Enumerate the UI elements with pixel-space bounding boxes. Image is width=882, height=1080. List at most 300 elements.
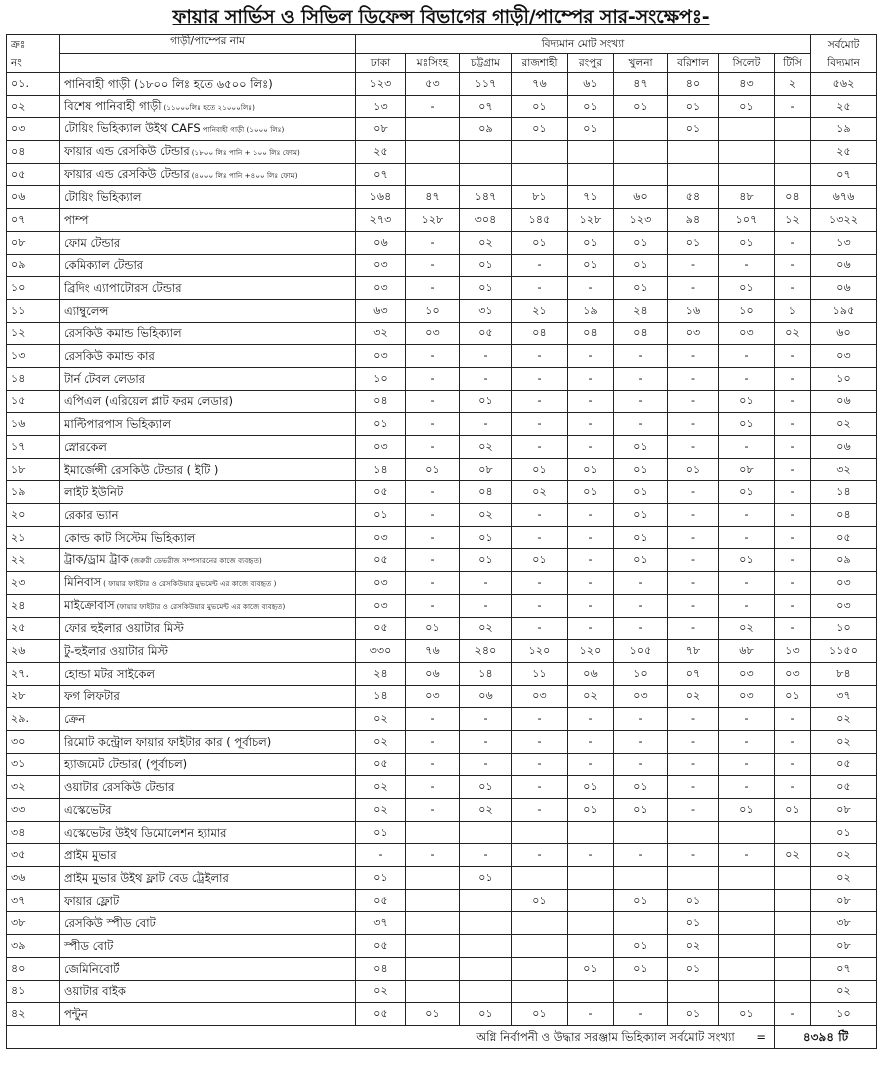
division-count-cell: ১১৭ [460, 73, 512, 96]
division-count-cell: - [614, 753, 668, 776]
vehicle-note: (ফায়ার ফাইটার ও রেসকিউয়ার মুভমেন্ট এর কাজে ব্যবহৃত) [116, 601, 286, 611]
division-count-cell: ০১ [775, 799, 811, 822]
division-count-cell: - [406, 549, 460, 572]
row-total-cell: ০৬ [811, 436, 877, 459]
row-total-cell: ০৩ [811, 345, 877, 368]
division-count-cell: ০৩ [356, 345, 406, 368]
row-total-cell: ১৯ [811, 118, 877, 141]
vehicle-name-cell [60, 889, 356, 912]
division-count-cell: ১২৩ [356, 73, 406, 96]
division-count-cell [512, 867, 568, 890]
division-count-cell [775, 935, 811, 958]
division-count-cell: - [568, 413, 614, 436]
division-count-cell: - [614, 390, 668, 413]
division-count-cell: ০১ [356, 821, 406, 844]
vehicle-name: টোয়িং ভিহিক্যাল উইথ CAFS [64, 121, 201, 136]
division-count-cell: ০৭ [356, 163, 406, 186]
division-count-cell: ০১ [719, 799, 775, 822]
division-count-cell [719, 889, 775, 912]
division-header: টিসি [775, 54, 811, 73]
division-count-cell: - [512, 526, 568, 549]
table-row [7, 367, 877, 390]
division-count-cell: - [614, 1003, 668, 1026]
vehicle-name-cell [60, 95, 356, 118]
division-header: ঢাকা [356, 54, 406, 73]
row-total-cell: ০২ [811, 980, 877, 1003]
vehicle-name-cell [60, 413, 356, 436]
vehicle-name-cell [60, 504, 356, 527]
vehicle-summary-table [6, 34, 877, 1049]
division-count-cell: ০১ [512, 889, 568, 912]
division-count-cell [719, 163, 775, 186]
division-count-cell [568, 980, 614, 1003]
serial-cell: ০১. [7, 73, 60, 96]
division-count-cell: ৭১ [568, 186, 614, 209]
division-count-cell: - [668, 277, 719, 300]
division-count-cell: ০২ [356, 730, 406, 753]
division-count-cell: ০১ [668, 1003, 719, 1026]
division-count-cell: - [512, 277, 568, 300]
division-count-cell: - [614, 844, 668, 867]
division-count-cell [460, 163, 512, 186]
division-count-cell: ৪৭ [406, 186, 460, 209]
serial-header-line2: নং [11, 56, 22, 69]
division-count-cell: ০১ [668, 95, 719, 118]
division-count-cell: ০২ [568, 685, 614, 708]
division-count-cell: - [719, 730, 775, 753]
row-total-cell: ০২ [811, 413, 877, 436]
division-count-cell [568, 889, 614, 912]
row-total-cell: ০৬ [811, 254, 877, 277]
division-count-cell: ৬৩ [356, 299, 406, 322]
division-header: খুলনা [614, 54, 668, 73]
division-count-cell: ২৭৩ [356, 209, 406, 232]
name-header-blank [60, 54, 356, 73]
division-count-cell [775, 912, 811, 935]
division-count-cell [406, 935, 460, 958]
division-count-cell: ১১ [512, 662, 568, 685]
division-count-cell: ০৮ [460, 458, 512, 481]
table-row [7, 617, 877, 640]
division-count-cell [775, 889, 811, 912]
division-count-cell: - [668, 594, 719, 617]
division-count-cell: - [568, 572, 614, 595]
division-count-cell: ০২ [668, 935, 719, 958]
table-row [7, 753, 877, 776]
table-row [7, 345, 877, 368]
vehicle-name: পাম্প [64, 212, 89, 227]
division-count-cell [406, 118, 460, 141]
serial-cell: ১৩ [7, 345, 60, 368]
division-count-cell: ০৩ [406, 322, 460, 345]
division-count-cell: ১০ [356, 367, 406, 390]
division-count-cell: ৬৮ [719, 640, 775, 663]
division-count-cell: ০৫ [356, 889, 406, 912]
division-count-cell: ০১ [775, 685, 811, 708]
table-row [7, 504, 877, 527]
table-row [7, 209, 877, 232]
division-count-cell [775, 980, 811, 1003]
division-count-cell: ০১ [406, 617, 460, 640]
division-count-cell: - [775, 481, 811, 504]
row-total-cell: ০৬ [811, 277, 877, 300]
table-row [7, 799, 877, 822]
vehicle-name: স্নোরকেল [64, 439, 107, 454]
division-count-cell: ০১ [512, 95, 568, 118]
division-count-cell: ০১ [719, 390, 775, 413]
division-count-cell: - [775, 594, 811, 617]
division-count-cell [460, 980, 512, 1003]
serial-cell: ৩৭ [7, 889, 60, 912]
row-total-cell: ০৯ [811, 549, 877, 572]
division-count-cell: ১২ [775, 209, 811, 232]
division-count-cell: ০১ [668, 889, 719, 912]
division-count-cell: ১০৫ [614, 640, 668, 663]
division-count-cell: - [460, 572, 512, 595]
division-count-cell: - [512, 753, 568, 776]
division-count-cell: - [568, 504, 614, 527]
grand-header-line1: সর্বমোট [827, 38, 860, 51]
division-count-cell: ০১ [614, 776, 668, 799]
footer-label-text: অগ্নি নির্বাপনী ও উদ্ধার সরঞ্জাম ভিহিক্যাল সর্বমোট সংখ্যা [476, 1029, 735, 1044]
division-count-cell: ০২ [460, 617, 512, 640]
vehicle-note: পানিবাহী গাড়ী (১০০০ লিঃ) [202, 125, 285, 135]
division-count-cell: ০৮ [356, 118, 406, 141]
division-count-cell: ০৪ [512, 322, 568, 345]
vehicle-name: জেমিনিবোর্ট [64, 961, 120, 976]
row-total-cell: ০১ [811, 821, 877, 844]
division-count-cell: ০২ [668, 685, 719, 708]
vehicle-name-cell [60, 526, 356, 549]
row-total-cell: ৩৮ [811, 912, 877, 935]
vehicle-name: হোন্ডা মটর সাইকেল [64, 666, 155, 681]
division-count-cell: ০১ [406, 1003, 460, 1026]
vehicle-name: রিমোট কন্ট্রোল ফায়ার ফাইটার কার ( পূর্বাচল) [64, 734, 272, 749]
division-count-cell: - [512, 844, 568, 867]
division-count-cell: - [775, 95, 811, 118]
division-header: বরিশাল [668, 54, 719, 73]
division-count-cell: ০২ [460, 799, 512, 822]
row-total-cell: ০২ [811, 844, 877, 867]
vehicle-name: ব্রিদিং এ্যাপাটোরস টেন্ডার [64, 281, 182, 296]
vehicle-name-cell [60, 821, 356, 844]
vehicle-name: কেমিক্যাল টেন্ডার [64, 258, 144, 273]
vehicle-name-cell [60, 617, 356, 640]
division-count-cell: ০৩ [719, 322, 775, 345]
serial-cell: ৩৩ [7, 799, 60, 822]
division-count-cell: - [568, 436, 614, 459]
division-count-cell [775, 163, 811, 186]
row-total-cell: ১০ [811, 367, 877, 390]
division-count-cell: ০৯ [460, 118, 512, 141]
division-count-cell [406, 141, 460, 164]
division-count-cell: - [668, 708, 719, 731]
serial-cell: ১৪ [7, 367, 60, 390]
division-count-cell: - [512, 436, 568, 459]
vehicle-name: ফায়ার ফ্লোট [64, 893, 120, 908]
vehicle-name-cell [60, 549, 356, 572]
division-count-cell: - [668, 799, 719, 822]
division-count-cell: ৭৬ [512, 73, 568, 96]
vehicle-name: ওয়াটার বাইক [64, 984, 126, 999]
division-count-cell: ২৫ [356, 141, 406, 164]
division-count-cell [614, 980, 668, 1003]
vehicle-name-cell [60, 912, 356, 935]
division-count-cell: ৯৪ [668, 209, 719, 232]
division-count-cell: ৩৭ [356, 912, 406, 935]
serial-cell: ২১ [7, 526, 60, 549]
division-count-cell: - [614, 730, 668, 753]
division-count-cell: - [568, 345, 614, 368]
row-total-cell: ০৩ [811, 594, 877, 617]
row-total-cell: ০৭ [811, 957, 877, 980]
division-count-cell: - [775, 367, 811, 390]
division-count-cell: ০২ [460, 231, 512, 254]
division-count-cell [719, 867, 775, 890]
division-count-cell: - [568, 708, 614, 731]
division-count-cell: - [775, 436, 811, 459]
division-count-cell: - [668, 481, 719, 504]
division-count-cell: - [406, 95, 460, 118]
division-count-cell: ০৮ [719, 458, 775, 481]
division-count-cell: - [668, 572, 719, 595]
row-total-cell: ১৩২২ [811, 209, 877, 232]
vehicle-name: এস্কেভেটর উইথ ডিমোলেশন হ্যামার [64, 825, 227, 840]
division-count-cell: ০২ [356, 776, 406, 799]
vehicle-name-cell [60, 730, 356, 753]
vehicle-name-cell [60, 1003, 356, 1026]
division-count-cell: - [668, 254, 719, 277]
vehicle-name: কোল্ড কাট সিস্টেম ভিহিক্যাল [64, 530, 196, 545]
serial-cell: ১১ [7, 299, 60, 322]
table-row [7, 413, 877, 436]
division-count-cell: ০৩ [668, 322, 719, 345]
row-total-cell: ১৩ [811, 231, 877, 254]
serial-cell: ০৫ [7, 163, 60, 186]
division-count-cell: ০৪ [460, 481, 512, 504]
division-count-cell: ১৬৪ [356, 186, 406, 209]
division-count-cell [719, 957, 775, 980]
vehicle-name-cell [60, 277, 356, 300]
division-count-cell: - [512, 367, 568, 390]
division-count-cell: ০১ [568, 254, 614, 277]
division-count-cell: - [512, 708, 568, 731]
division-count-cell: ০৪ [614, 322, 668, 345]
division-count-cell: ০১ [614, 799, 668, 822]
division-count-cell: ০১ [668, 957, 719, 980]
division-count-cell: - [775, 1003, 811, 1026]
division-count-cell [568, 935, 614, 958]
division-count-cell: - [775, 345, 811, 368]
row-total-cell: ০৬ [811, 390, 877, 413]
division-count-cell: ১২০ [512, 640, 568, 663]
division-count-cell: ০১ [668, 231, 719, 254]
vehicle-name-cell [60, 980, 356, 1003]
vehicle-name-cell [60, 935, 356, 958]
division-count-cell: ৩১ [460, 299, 512, 322]
division-count-cell: ০১ [614, 231, 668, 254]
vehicle-note: (১৮০০ লিঃ পানি + ১০০ লিঃ ফোম) [191, 147, 300, 157]
table-row [7, 821, 877, 844]
vehicle-name-cell [60, 594, 356, 617]
grand-header [811, 35, 877, 73]
division-count-cell: ০১ [460, 776, 512, 799]
division-count-cell: - [719, 572, 775, 595]
vehicle-name: পন্টুন [64, 1007, 88, 1022]
division-count-cell: ০১ [668, 912, 719, 935]
table-row [7, 1003, 877, 1026]
division-count-cell: - [512, 413, 568, 436]
row-total-cell: ০৪ [811, 504, 877, 527]
serial-cell: ৩৮ [7, 912, 60, 935]
division-count-cell: ০১ [568, 957, 614, 980]
division-count-cell: - [775, 458, 811, 481]
vehicle-name-cell [60, 776, 356, 799]
division-count-cell: ১৪ [356, 458, 406, 481]
row-total-cell: ১৪ [811, 481, 877, 504]
division-count-cell: ০৩ [356, 572, 406, 595]
vehicle-name: ফায়ার এন্ড রেসকিউ টেন্ডার [64, 166, 190, 181]
division-count-cell [460, 912, 512, 935]
division-count-cell: - [775, 572, 811, 595]
division-count-cell [406, 163, 460, 186]
division-count-cell: - [775, 753, 811, 776]
division-count-cell: ০১ [719, 549, 775, 572]
footer-row [7, 1025, 877, 1048]
table-row [7, 254, 877, 277]
table-row [7, 299, 877, 322]
division-count-cell: ০১ [568, 799, 614, 822]
division-count-cell: ০১ [512, 231, 568, 254]
vehicle-name-cell [60, 844, 356, 867]
table-row [7, 186, 877, 209]
vehicle-name-cell [60, 254, 356, 277]
vehicle-name-cell [60, 708, 356, 731]
division-count-cell: ০৫ [356, 481, 406, 504]
division-count-cell [512, 163, 568, 186]
division-count-cell: - [614, 594, 668, 617]
division-count-cell: ১০ [406, 299, 460, 322]
serial-cell: ২৫ [7, 617, 60, 640]
division-count-cell [460, 889, 512, 912]
division-count-cell: ০১ [568, 481, 614, 504]
serial-cell: ০৪ [7, 141, 60, 164]
division-header: চট্টগ্রাম [460, 54, 512, 73]
division-count-cell [668, 163, 719, 186]
division-count-cell: ০১ [568, 231, 614, 254]
serial-cell: ৩৫ [7, 844, 60, 867]
footer-equals: = [756, 1029, 766, 1044]
division-count-cell: ৩৩০ [356, 640, 406, 663]
division-count-cell: ০৪ [775, 186, 811, 209]
vehicle-name: এপিএল (এরিয়েল প্লাট ফরম লেডার) [64, 394, 234, 409]
division-count-cell: - [406, 481, 460, 504]
row-total-cell: ৮৪ [811, 662, 877, 685]
division-count-cell [719, 935, 775, 958]
division-count-cell: - [512, 345, 568, 368]
division-count-cell: ০১ [614, 458, 668, 481]
division-count-cell: - [512, 572, 568, 595]
division-count-cell: ১৯ [568, 299, 614, 322]
division-count-cell: - [406, 277, 460, 300]
table-row [7, 957, 877, 980]
division-count-cell [460, 141, 512, 164]
division-count-cell [568, 141, 614, 164]
serial-cell: ২৪ [7, 594, 60, 617]
row-total-cell: ০৩ [811, 572, 877, 595]
division-count-cell: ০১ [568, 118, 614, 141]
division-count-cell: - [460, 413, 512, 436]
division-count-cell: - [406, 776, 460, 799]
document-page [6, 0, 876, 1049]
division-count-cell [568, 912, 614, 935]
division-count-cell [668, 980, 719, 1003]
division-count-cell: - [719, 594, 775, 617]
division-count-cell [406, 980, 460, 1003]
division-count-cell: - [460, 753, 512, 776]
serial-cell: ৩০ [7, 730, 60, 753]
division-count-cell: - [512, 504, 568, 527]
serial-cell: ১৮ [7, 458, 60, 481]
division-count-cell [460, 935, 512, 958]
vehicle-name-cell [60, 957, 356, 980]
division-count-cell: ০১ [719, 481, 775, 504]
division-count-cell [719, 118, 775, 141]
vehicle-name: বিশেষ পানিবাহী গাড়ী [64, 98, 162, 113]
serial-cell: ৩৪ [7, 821, 60, 844]
vehicle-name-cell [60, 753, 356, 776]
serial-cell: ২২ [7, 549, 60, 572]
row-total-cell: ১০ [811, 617, 877, 640]
division-count-cell [512, 935, 568, 958]
row-total-cell: ০৭ [811, 163, 877, 186]
division-count-cell: ০৬ [568, 662, 614, 685]
division-count-cell: - [568, 277, 614, 300]
division-count-cell: - [568, 390, 614, 413]
division-count-cell: - [775, 776, 811, 799]
division-count-cell: ০১ [568, 776, 614, 799]
division-count-cell: - [614, 367, 668, 390]
division-count-cell: - [512, 254, 568, 277]
vehicle-name-cell [60, 390, 356, 413]
division-count-cell: ০১ [719, 1003, 775, 1026]
vehicle-name: মাল্টিপারপাস ভিহিক্যাল [64, 417, 171, 432]
table-row [7, 141, 877, 164]
footer-label [7, 1025, 775, 1048]
vehicle-name-cell [60, 481, 356, 504]
division-count-cell: ১৪ [460, 662, 512, 685]
vehicle-name: রেসকিউ কমান্ড ভিহিক্যাল [64, 326, 182, 341]
division-count-cell: ০১ [614, 277, 668, 300]
vehicle-name: রেসকিউ কমান্ড কার [64, 349, 155, 364]
division-count-cell [775, 821, 811, 844]
vehicle-name: মিনিবাস [64, 574, 102, 589]
division-count-cell [406, 957, 460, 980]
division-count-cell: ০৩ [719, 662, 775, 685]
division-count-cell: ০৪ [356, 390, 406, 413]
division-count-cell: ৫৩ [406, 73, 460, 96]
serial-cell: ১৭ [7, 436, 60, 459]
vehicle-name: ওয়াটার রেসকিউ টেন্ডার [64, 780, 175, 795]
vehicle-name: মাইক্রোবাস [64, 597, 115, 612]
division-count-cell: ০১ [614, 436, 668, 459]
vehicle-name: পানিবাহী গাড়ী (১৮০০ লিঃ হতে ৬৫০০ লিঃ) [64, 76, 273, 91]
vehicle-name: রেকার ভ্যান [64, 507, 119, 522]
division-count-cell: - [568, 753, 614, 776]
division-count-cell: ৬০ [614, 186, 668, 209]
row-total-cell: ০৮ [811, 935, 877, 958]
serial-cell: ১২ [7, 322, 60, 345]
